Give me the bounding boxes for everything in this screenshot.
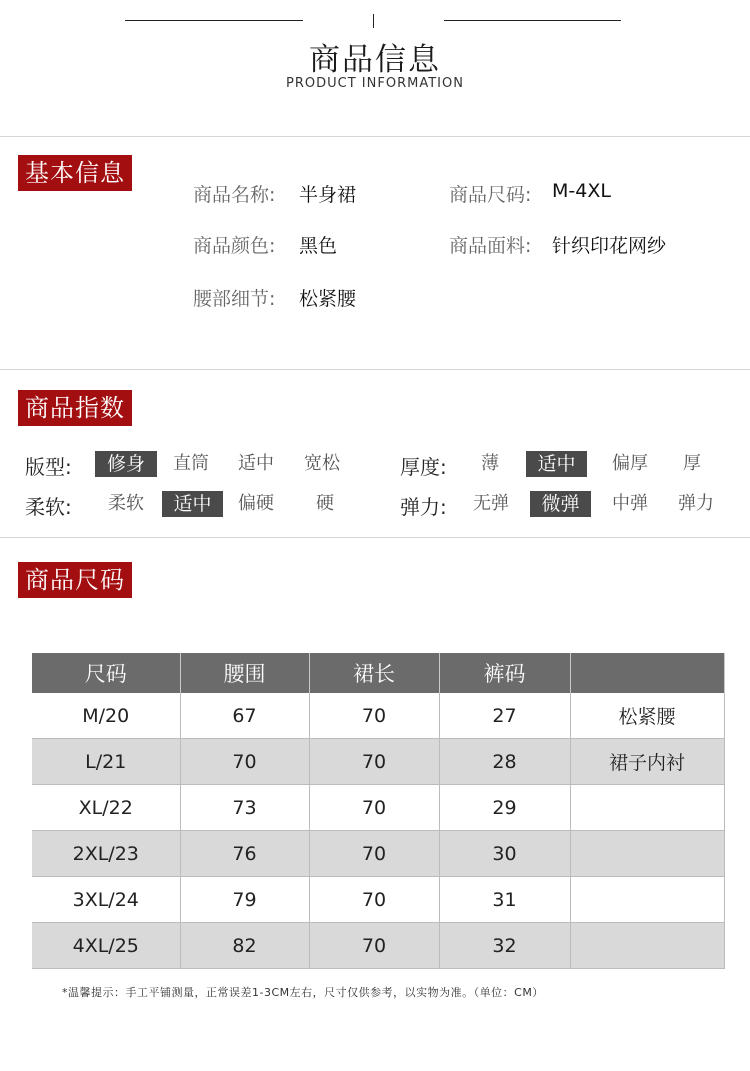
measurement-footnote: *温馨提示：手工平铺测量，正常误差1-3CM左右，尺寸仅供参考，以实物为准。（单位：CM） [62,986,544,999]
index-label-softness: 柔软: [25,495,72,519]
field-value-size: M-4XL [552,180,611,202]
col-header-pants-size: 裤码 [439,653,570,693]
cell-pants-size: 28 [439,739,570,785]
cell-length: 70 [309,785,439,831]
cell-pants-size: 30 [439,831,570,877]
cell-length: 70 [309,923,439,969]
header-tick [373,14,374,28]
option-thickness-thin: 薄 [481,453,499,474]
col-header-notes [570,653,724,693]
cell-size: 2XL/23 [32,831,180,877]
field-label-size: 商品尺码: [449,184,532,206]
cell-length: 70 [309,693,439,739]
cell-note [570,785,724,831]
field-value-name: 半身裙 [299,184,357,206]
index-label-elasticity: 弹力: [400,495,447,519]
section-tag-index: 商品指数 [18,390,132,426]
option-fit-straight: 直筒 [173,453,209,474]
cell-waist: 76 [180,831,309,877]
cell-length: 70 [309,739,439,785]
cell-waist: 79 [180,877,309,923]
index-label-thickness: 厚度: [400,455,447,479]
cell-pants-size: 32 [439,923,570,969]
cell-pants-size: 31 [439,877,570,923]
cell-length: 70 [309,877,439,923]
cell-note: 松紧腰 [570,693,724,739]
option-softness-medium: 适中 [162,491,223,517]
cell-size: 3XL/24 [32,877,180,923]
option-softness-hardish: 偏硬 [238,493,274,514]
field-value-fabric: 针织印花网纱 [552,235,667,257]
col-header-waist: 腰围 [180,653,309,693]
field-value-waist: 松紧腰 [299,288,357,310]
option-fit-medium: 适中 [238,453,274,474]
option-fit-loose: 宽松 [304,453,340,474]
header-rule-left [125,20,303,21]
option-thickness-thickish: 偏厚 [612,453,648,474]
section-divider [0,369,750,370]
option-thickness-thick: 厚 [683,453,701,474]
size-table-header [32,653,724,693]
index-label-fit: 版型: [25,455,72,479]
page-subtitle: PRODUCT INFORMATION [286,76,464,91]
table-row [32,923,724,969]
cell-size: M/20 [32,693,180,739]
option-elasticity-none: 无弹 [473,493,509,514]
cell-size: L/21 [32,739,180,785]
section-tag-basic: 基本信息 [18,155,132,191]
cell-note [570,923,724,969]
cell-size: 4XL/25 [32,923,180,969]
col-header-length: 裙长 [309,653,439,693]
field-label-color: 商品颜色: [193,235,276,257]
cell-waist: 70 [180,739,309,785]
table-row [32,785,724,831]
option-thickness-medium: 适中 [526,451,587,477]
cell-waist: 82 [180,923,309,969]
field-value-color: 黑色 [299,235,338,257]
cell-waist: 73 [180,785,309,831]
field-label-fabric: 商品面料: [449,235,532,257]
section-divider [0,537,750,538]
option-fit-slim: 修身 [95,451,157,477]
option-elasticity-high: 弹力 [678,493,714,514]
option-elasticity-medium: 中弹 [612,493,648,514]
table-row [32,877,724,923]
cell-pants-size: 29 [439,785,570,831]
cell-note [570,831,724,877]
cell-note [570,877,724,923]
option-softness-soft: 柔软 [108,493,144,514]
table-row [32,831,724,877]
size-table [32,653,725,969]
section-divider [0,136,750,137]
col-header-size: 尺码 [32,653,180,693]
cell-pants-size: 27 [439,693,570,739]
section-tag-size: 商品尺码 [18,562,132,598]
cell-note: 裙子内衬 [570,739,724,785]
page-title: 商品信息 [309,42,441,78]
option-softness-hard: 硬 [316,493,334,514]
table-row [32,739,724,785]
field-label-waist: 腰部细节: [193,288,276,310]
table-row [32,693,724,739]
cell-length: 70 [309,831,439,877]
option-elasticity-slight: 微弹 [530,491,591,517]
cell-waist: 67 [180,693,309,739]
field-label-name: 商品名称: [193,184,276,206]
header-rule-right [444,20,621,21]
cell-size: XL/22 [32,785,180,831]
